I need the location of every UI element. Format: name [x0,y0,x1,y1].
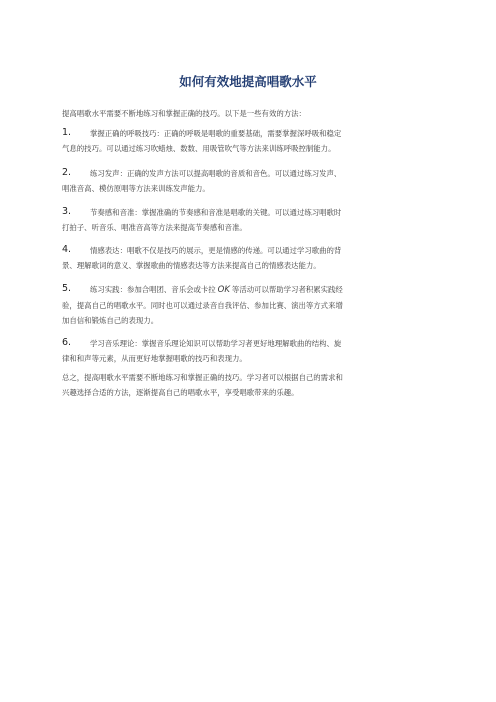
list-item-text: 加自信和锻炼自己的表现力。 [62,316,159,325]
list-item-text-part: 练习实践：参加合唱团、音乐会或卡拉 [90,285,216,294]
list-item-text: 学习音乐理论：掌握音乐理论知识可以帮助学习者更好地理解歌曲的结构、旋 [90,339,342,348]
ok-text: OK [217,285,230,295]
intro-paragraph: 提高唱歌水平需要不断地练习和掌握正确的技巧。以下是一些有效的方法： [62,109,306,118]
list-number: 6. [62,337,72,348]
conclusion-line-1: 总之，提高唱歌水平需要不断地练习和掌握正确的技巧。学习者可以根据自己的需求和 [62,373,343,382]
list-item-4 [62,243,434,273]
list-item-text: 验，提高自己的唱歌水平。同时也可以通过录音自我评估、参加比赛、演出等方式来增 [62,301,343,310]
list-item-text-part: 等活动可以帮助学习者积累实践经 [231,285,343,294]
list-number: 4. [62,244,72,255]
list-item-text: 练习发声：正确的发声方法可以提高唱歌的音质和音色。可以通过练习发声、 [90,169,342,178]
list-item-1 [62,126,434,156]
list-item-text: 节奏感和音准：掌握准确的节奏感和音准是唱歌的关键。可以通过练习唱歌时 [90,208,342,217]
list-item-2 [62,166,434,196]
document-title: 如何有效地提高唱歌水平 [179,74,317,89]
list-item-text [62,282,434,298]
list-item-text: 唱准音高、模仿原唱等方法来训练发声能力。 [62,184,210,193]
list-item-text: 掌握正确的呼吸技巧：正确的呼吸是唱歌的重要基础，需要掌握深呼吸和稳定 [90,129,342,138]
list-number: 5. [62,283,72,294]
conclusion-line-2: 兴趣选择合适的方法，逐渐提高自己的唱歌水平，享受唱歌带来的乐趣。 [62,388,299,397]
list-number: 3. [62,206,72,217]
list-item-3 [62,205,434,235]
list-item-text: 打拍子、听音乐、唱准音高等方法来提高节奏感和音准。 [62,223,247,232]
list-number: 2. [62,167,72,178]
list-item-text: 气息的技巧。可以通过练习吹蜡烛、数数、用吸管吹气等方法来训练呼吸控制能力。 [62,144,336,153]
list-item-text: 景、理解歌词的意义、掌握歌曲的情感表达等方法来提高自己的情感表达能力。 [62,261,321,270]
list-item-5 [62,282,434,328]
list-item-6 [62,336,434,366]
list-item-text: 情感表达：唱歌不仅是技巧的展示，更是情感的传递。可以通过学习歌曲的背 [90,246,342,255]
list-number: 1. [62,127,72,138]
list-item-text: 律和和声等元素，从而更好地掌握唱歌的技巧和表现力。 [62,354,247,363]
